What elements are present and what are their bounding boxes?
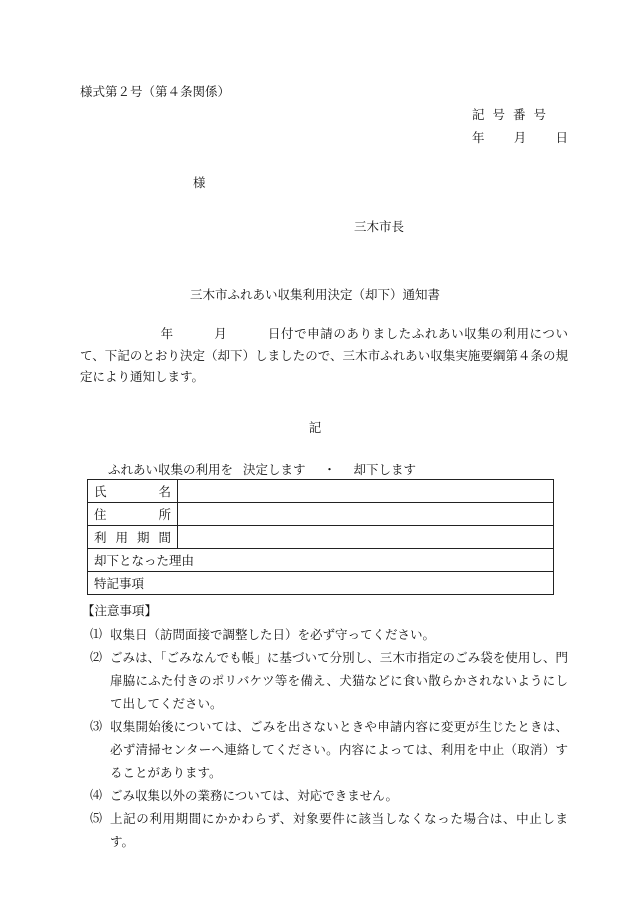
note-number: ⑸ [90, 811, 103, 825]
period-label: 利 用 期 間 [88, 526, 178, 549]
decision-approve-option: 決定します [243, 462, 306, 477]
sender-name: 三木市長 [354, 219, 405, 234]
table-row-name [88, 480, 554, 503]
applicant-table [87, 479, 554, 595]
notes-heading: 【注意事項】 [82, 603, 158, 618]
notes-list [90, 623, 568, 853]
decision-prefix: ふれあい収集の利用を [108, 462, 234, 477]
ki-heading: 記 [308, 420, 322, 435]
list-item [90, 715, 568, 784]
note-number: ⑷ [90, 788, 103, 802]
document-title: 三木市ふれあい収集利用決定（却下）通知書 [189, 287, 440, 302]
table-row-remarks [88, 572, 554, 595]
reason-label: 却下となった理由 [88, 549, 554, 572]
note-number: ⑴ [90, 627, 103, 641]
body-paragraph [80, 323, 568, 388]
form-number: 様式第２号（第４条関係） [80, 84, 231, 99]
note-text: 収集開始後については、ごみを出さないときや申請内容に変更が生じたときは、必ず清掃センターへ連絡してください。内容によっては、利用を中止（取消）することがあります。 [110, 719, 568, 780]
date-year: 年 [472, 130, 485, 145]
document-number: 記号番号 [472, 107, 555, 122]
name-label: 氏 名 [88, 480, 178, 503]
list-item [90, 646, 568, 715]
body-year: 年 [160, 326, 174, 341]
list-item [90, 623, 568, 646]
table-row-address [88, 503, 554, 526]
body-month: 月 [213, 326, 228, 341]
list-item [90, 784, 568, 807]
table-row-period [88, 526, 554, 549]
note-number: ⑶ [90, 719, 103, 733]
decision-reject-option: 却下します [353, 462, 417, 477]
period-value [178, 526, 554, 549]
decision-separator: ・ [323, 462, 336, 477]
address-label: 住 所 [88, 503, 178, 526]
note-text: 上記の利用期間にかかわらず、対象要件に該当しなくなった場合は、中止します。 [110, 811, 568, 849]
body-text: 日付で申請のありましたふれあい収集の利用について、下記のとおり決定（却下）しましたので、三木市ふれあい収集実施要綱第４条の規定により通知します。 [80, 326, 568, 384]
table-row-reason [88, 549, 554, 572]
remarks-label: 特記事項 [88, 572, 554, 595]
addressee-honorific: 様 [193, 175, 206, 190]
address-value [178, 503, 554, 526]
document-date [472, 128, 568, 146]
date-day: 日 [555, 130, 568, 145]
decision-line [108, 460, 416, 478]
name-value [178, 480, 554, 503]
list-item [90, 807, 568, 853]
note-text: ごみ収集以外の業務については、対応できません。 [110, 788, 399, 803]
note-text: ごみは、「ごみなんでも帳」に基づいて分別し、三木市指定のごみ袋を使用し、門扉脇にふた付きのポリバケツ等を備え、犬猫などに食い散らかされないようにして出してください。 [110, 650, 568, 711]
date-month: 月 [513, 130, 527, 145]
note-text: 収集日（訪問面接で調整した日）を必ず守ってください。 [110, 627, 436, 642]
note-number: ⑵ [90, 650, 103, 664]
